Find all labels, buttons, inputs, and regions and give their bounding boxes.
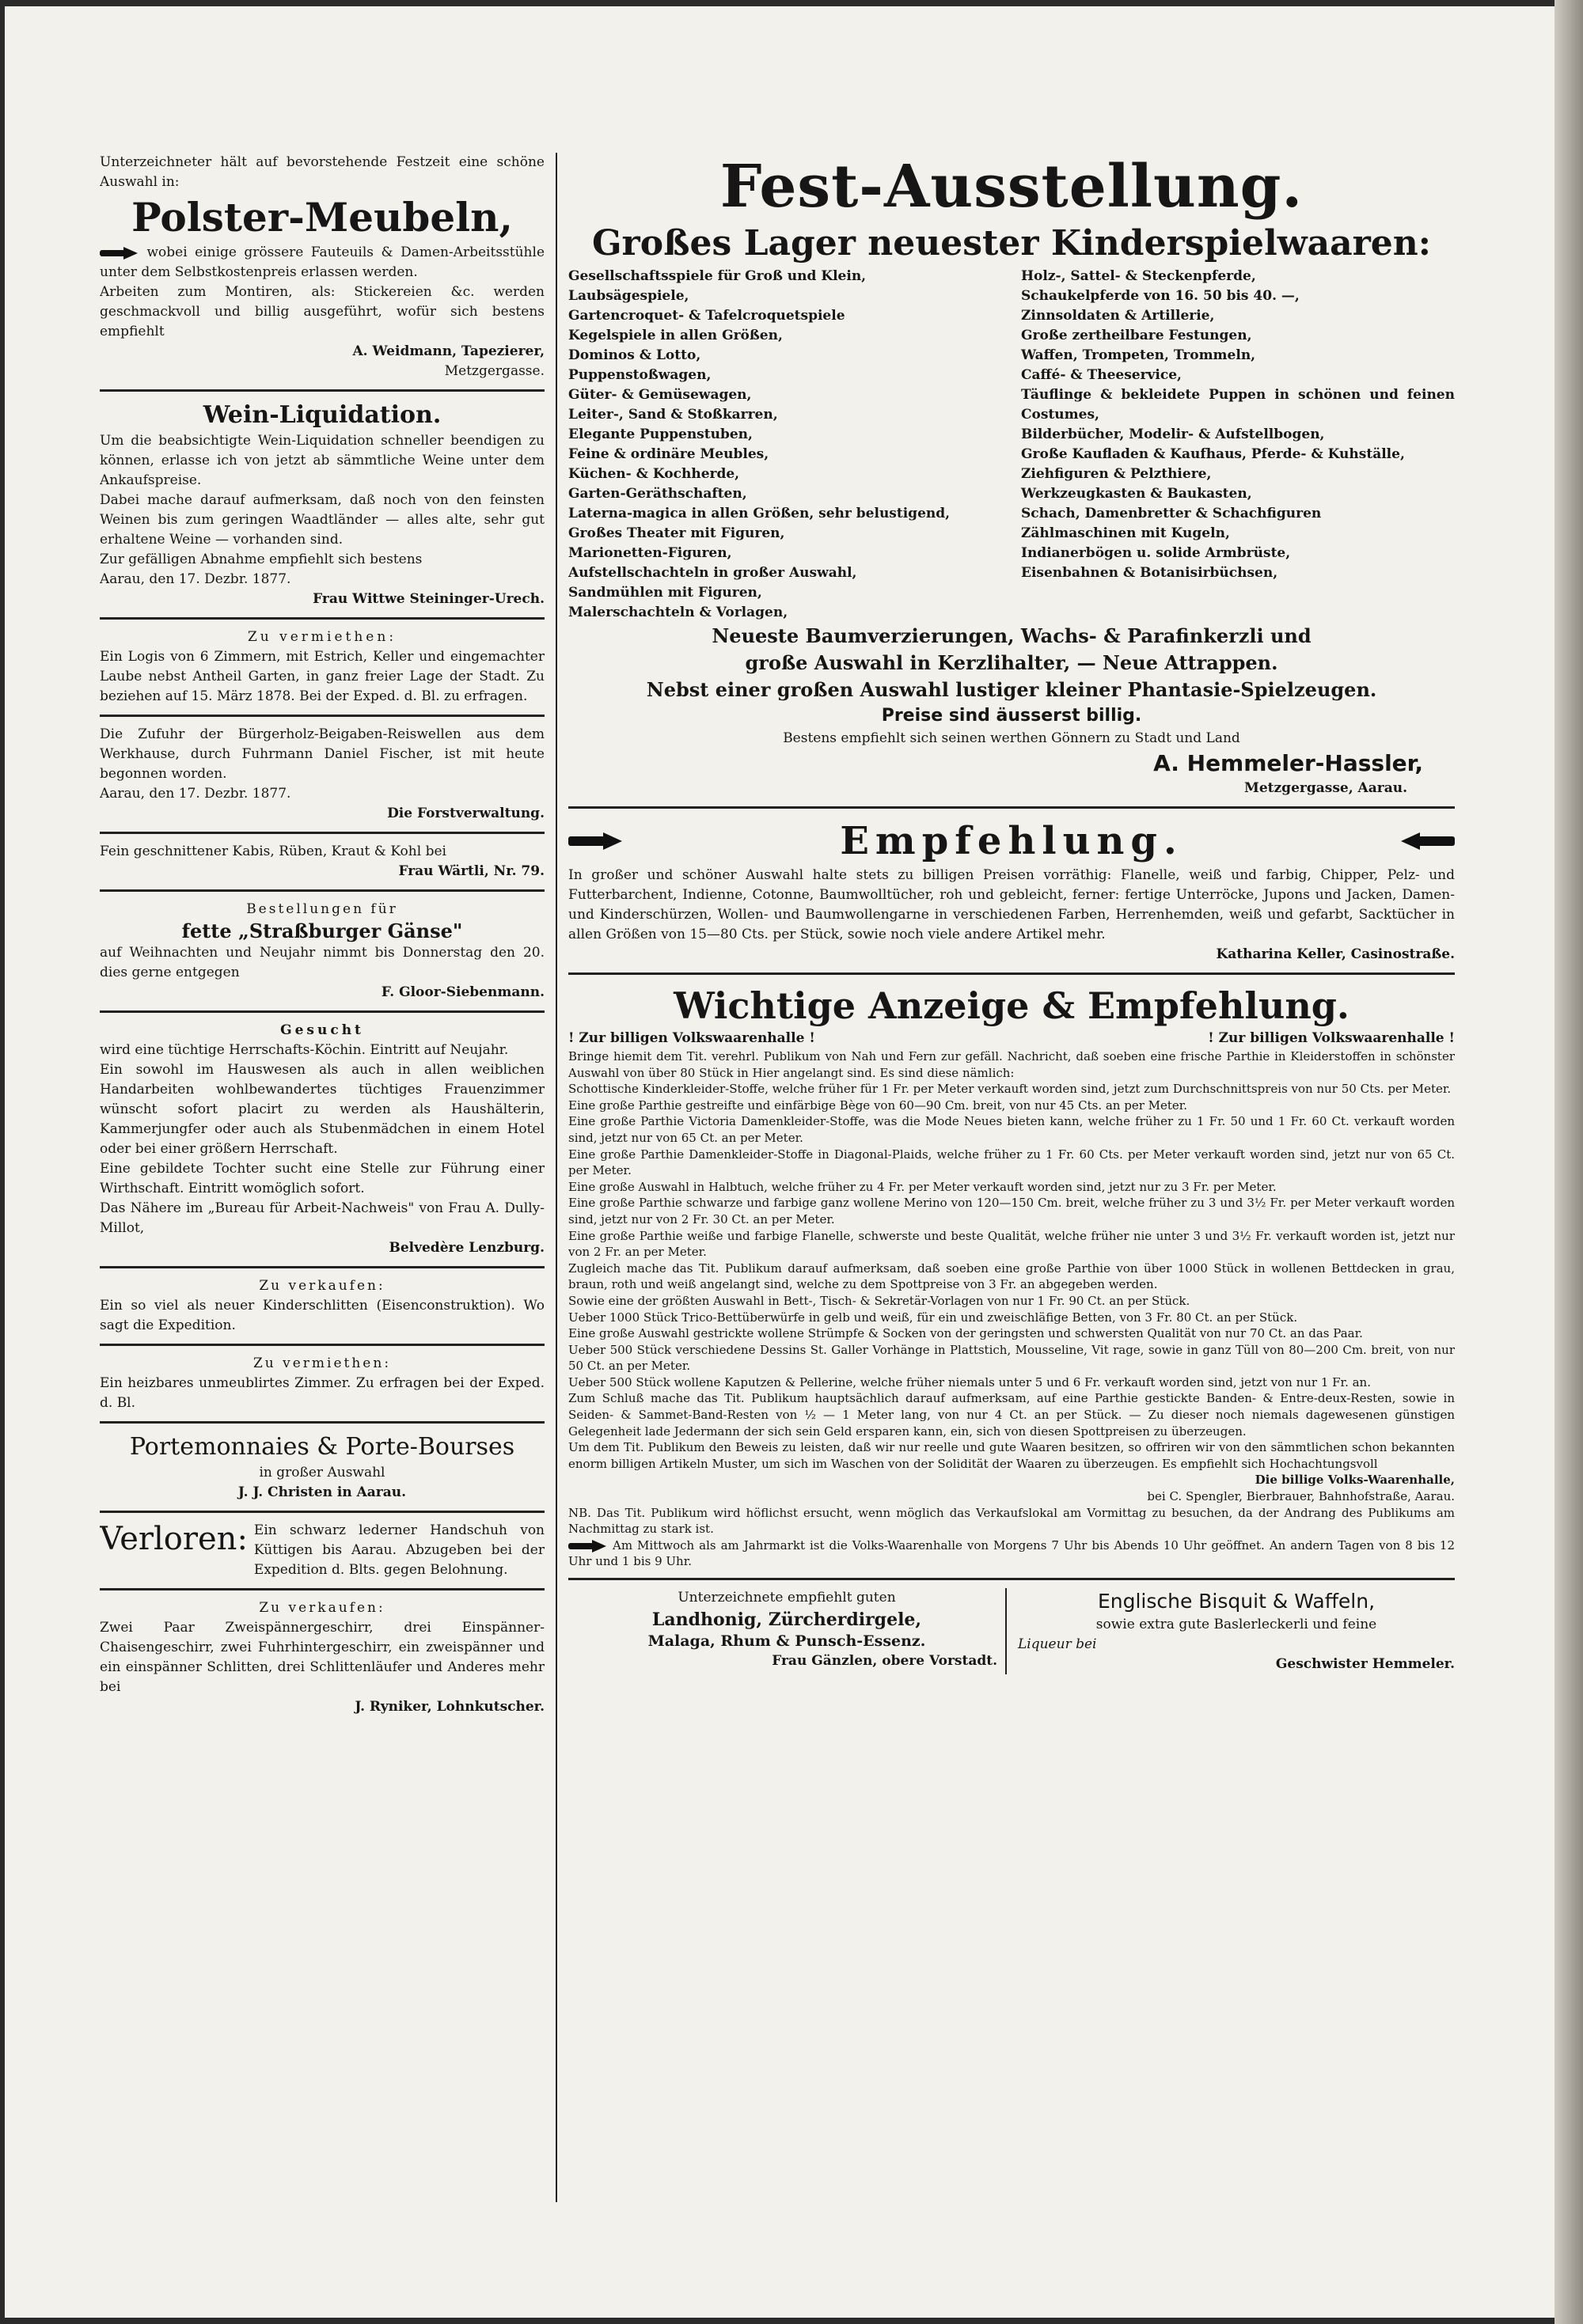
wichtig-para: Zum Schluß mache das Tit. Publikum hauptsächlich darauf aufmerksam, auf eine Parthie gestickte Banden- & Entre-deux-Resten, sowie in Seiden- & Sammet-Band-Resten von ½ — 1 Meter lang, von nur 4 Ct. an per Stück. — Zu dieser noch niemals dagewesenen günstigen Gelegenheit lade Jedermann der sich sein Geld ersparen kann, ein, sich von diesen Spottpreisen zu überzeugen. xyxy=(568,1391,1455,1439)
ad-gesucht xyxy=(100,1021,545,1258)
wein-p3: Zur gefälligen Abnahme empfiehlt sich bestens xyxy=(100,552,423,567)
fest-item: Holz-, Sattel- & Steckenpferde, xyxy=(1021,268,1256,284)
fest-item: Zählmaschinen mit Kugeln, xyxy=(1021,525,1230,541)
gaense-text: auf Weihnachten und Neujahr nimmt bis Donnerstag den 20. dies gerne entgegen xyxy=(100,945,545,980)
ad-polster xyxy=(100,153,545,381)
left-column xyxy=(100,153,545,1717)
landhonig-intro: Unterzeichnete empfiehlt guten xyxy=(678,1590,896,1606)
empfehlung-header xyxy=(568,817,1455,866)
wichtig-hall: Die billige Volks-Waarenhalle, xyxy=(1255,1473,1455,1488)
wichtig-title: Wichtige Anzeige & Empfehlung. xyxy=(674,984,1350,1027)
porte-line: in großer Auswahl xyxy=(259,1465,385,1480)
divider xyxy=(100,389,545,392)
schlitten-text: Ein so viel als neuer Kinderschlitten (Eisenconstruktion). Wo sagt die Expedition. xyxy=(100,1298,545,1333)
divider xyxy=(100,1511,545,1513)
ad-logis xyxy=(100,627,545,707)
ad-kabis xyxy=(100,842,545,881)
wichtig-hours: Am Mittwoch als am Jahrmarkt ist die Volks-Waarenhalle von Morgens 7 Uhr bis Abends 10 Uhr geöffnet. An andern Tagen von 8 bis 12 Uhr und 1 bis 9 Uhr. xyxy=(568,1537,1455,1569)
pointing-hand-icon xyxy=(568,832,624,850)
bisquit-line1: sowie extra gute Baslerleckerli und feine xyxy=(1095,1617,1377,1632)
divider xyxy=(100,1588,545,1590)
divider xyxy=(100,1344,545,1346)
fest-item: Indianerbögen u. solide Armbrüste, xyxy=(1021,545,1291,561)
ad-zimmer xyxy=(100,1354,545,1413)
fest-item: Aufstellschachteln in großer Auswahl, xyxy=(568,565,857,581)
landhonig-title: Landhonig, Zürcherdirgele, xyxy=(651,1609,922,1630)
gaense-signer: F. Gloor-Siebenmann. xyxy=(381,984,545,1000)
kabis-signer: Frau Wärtli, Nr. 79. xyxy=(398,863,545,879)
pointing-hand-icon xyxy=(568,1540,608,1552)
fest-item: Dominos & Lotto, xyxy=(568,347,701,363)
forst-signer: Die Forstverwaltung. xyxy=(387,806,545,821)
empfehlung-title: Empfehlung. xyxy=(840,819,1183,863)
wichtig-para: Eine große Parthie gestreifte und einfärbige Bège von 60—90 Cm. breit, von nur 45 Cts. an per Meter. xyxy=(568,1098,1188,1113)
wein-title: Wein-Liquidation. xyxy=(203,401,442,429)
page-edge xyxy=(1555,0,1583,2324)
fest-line2: große Auswahl in Kerzlihalter, — Neue Attrappen. xyxy=(745,651,1278,674)
gesucht-p2: Ein sowohl im Hauswesen als auch in allen weiblichen Handarbeiten wohlbewandertes tüchtiges Frauenzimmer wünscht sofort placirt zu werden als Haushälterin, Kammerjungfer oder auch als Stubenmädchen in einem Hotel oder bei einer größern Herrschaft. xyxy=(100,1062,545,1157)
fest-price: Preise sind äusserst billig. xyxy=(881,706,1142,726)
fest-recommend: Bestens empfiehlt sich seinen werthen Gönnern zu Stadt und Land xyxy=(783,730,1240,746)
geschirr-signer: J. Ryniker, Lohnkutscher. xyxy=(355,1699,545,1715)
wichtig-tag-left: ! Zur billigen Volkswaarenhalle ! xyxy=(568,1030,815,1046)
wichtig-para: Zugleich mache das Tit. Publikum darauf aufmerksam, daß soeben eine große Parthie von über 1000 Stück in wollenen Bettdecken in grau, braun, roth und weiß angelangt sind, welche zu dem Spottpreise von 3 Fr. an abgegeben werden. xyxy=(568,1261,1455,1292)
wichtig-hall-addr: bei C. Spengler, Bierbrauer, Bahnhofstraße, Aarau. xyxy=(1147,1489,1455,1504)
gesucht-head: Gesucht xyxy=(280,1022,364,1038)
polster-title: Polster-Meubeln, xyxy=(131,194,513,241)
divider xyxy=(100,1010,545,1013)
fest-item: Gartencroquet- & Tafelcroquetspiele xyxy=(568,308,845,324)
porte-title: Portemonnaies & Porte-Bourses xyxy=(129,1433,515,1461)
divider xyxy=(100,832,545,834)
wein-date: Aarau, den 17. Dezbr. 1877. xyxy=(100,571,291,587)
forst-text: Die Zufuhr der Bürgerholz-Beigaben-Reiswellen aus dem Werkhause, durch Fuhrmann Daniel Fischer, ist mit heute begonnen worden. xyxy=(100,726,545,782)
divider xyxy=(100,1266,545,1268)
fest-signer: A. Hemmeler-Hassler, xyxy=(1153,750,1423,776)
wichtig-nb: NB. Das Tit. Publikum wird höflichst ersucht, wenn möglich das Verkaufslokal am Vormittag zu besuchen, da der Andrang des Publikums am Nachmittag zu stark ist. xyxy=(568,1505,1455,1537)
verloren-title: Verloren: xyxy=(100,1521,248,1557)
fest-place: Metzgergasse, Aarau. xyxy=(1244,780,1407,796)
fest-list-left xyxy=(568,267,1002,623)
fest-item: Güter- & Gemüsewagen, xyxy=(568,387,752,403)
gesucht-p4: Das Nähere im „Bureau für Arbeit-Nachweis" von Frau A. Dully-Millot, xyxy=(100,1200,545,1236)
kabis-text: Fein geschnittener Kabis, Rüben, Kraut & Kohl bei xyxy=(100,844,446,859)
divider xyxy=(100,617,545,620)
gesucht-p3: Eine gebildete Tochter sucht eine Stelle zur Führung einer Wirthschaft. Eintritt womöglich sofort. xyxy=(100,1161,545,1196)
ad-gaense xyxy=(100,900,545,1003)
wichtig-body xyxy=(568,1048,1455,1570)
polster-place: Metzgergasse. xyxy=(444,363,545,379)
wichtig-para: Ueber 500 Stück wollene Kaputzen & Pellerine, welche früher niemals unter 5 und 6 Fr. verkauft worden sind, jetzt von nur 1 Fr. an. xyxy=(568,1374,1371,1389)
ad-geschirr xyxy=(100,1598,545,1717)
pointing-hand-icon xyxy=(1399,832,1455,850)
fest-item: Große zertheilbare Festungen, xyxy=(1021,328,1252,343)
fest-item: Laubsägespiele, xyxy=(568,288,689,304)
empfehlung-signer: Katharina Keller, Casinostraße. xyxy=(1216,946,1455,962)
newspaper-page xyxy=(5,6,1570,2318)
fest-item: Ziehfiguren & Pelzthiere, xyxy=(1021,466,1212,482)
fest-item: Garten-Geräthschaften, xyxy=(568,486,747,502)
wein-signer: Frau Wittwe Steininger-Urech. xyxy=(313,591,545,607)
wichtig-para: Eine große Parthie weiße und farbige Flanelle, schwerste und beste Qualität, welche früher nie unter 3 und 3½ Fr. verkauft worden ist, jetzt nur von 2 Fr. an per Meter. xyxy=(568,1228,1455,1260)
fest-item: Eisenbahnen & Botanisirbüchsen, xyxy=(1021,565,1278,581)
divider xyxy=(568,972,1455,975)
fest-item: Schaukelpferde von 16. 50 bis 40. —, xyxy=(1021,288,1300,304)
gaense-head: Bestellungen für xyxy=(246,901,398,917)
verloren-text: Ein schwarz lederner Handschuh von Küttigen bis Aarau. Abzugeben bei der Expedition d. Blts. gegen Belohnung. xyxy=(253,1522,545,1578)
ad-schlitten xyxy=(100,1276,545,1336)
wichtig-para: Eine große Auswahl in Halbtuch, welche früher zu 4 Fr. per Meter verkauft worden sind, jetzt nur zu 3 Fr. per Meter. xyxy=(568,1179,1277,1194)
wichtig-para: Eine große Auswahl gestrickte wollene Strümpfe & Socken von der geringsten und schwersten Qualität von nur 70 Ct. an das Paar. xyxy=(568,1326,1363,1341)
ad-landhonig xyxy=(568,1588,1005,1674)
fest-item: Puppenstoßwagen, xyxy=(568,367,712,383)
zimmer-head: Zu vermiethen: xyxy=(252,1355,392,1371)
fest-item: Gesellschaftsspiele für Groß und Klein, xyxy=(568,268,867,284)
gaense-title: fette „Straßburger Gänse" xyxy=(181,919,463,942)
divider xyxy=(100,715,545,717)
zimmer-text: Ein heizbares unmeublirtes Zimmer. Zu erfragen bei der Exped. d. Bl. xyxy=(100,1375,545,1411)
ad-porte xyxy=(100,1431,545,1503)
fest-item: Feine & ordinäre Meubles, xyxy=(568,446,769,462)
fest-item: Schach, Damenbretter & Schachfiguren xyxy=(1021,506,1322,521)
wein-p2: Dabei mache darauf aufmerksam, daß noch von den feinsten Weinen bis zum geringen Waadtländer — alles alte, sehr gut erhaltene Weine — vorhanden sind. xyxy=(100,492,545,548)
ad-wein xyxy=(100,400,545,609)
porte-signer: J. J. Christen in Aarau. xyxy=(237,1484,407,1500)
logis-head: Zu vermiethen: xyxy=(247,629,397,645)
logis-text: Ein Logis von 6 Zimmern, mit Estrich, Keller und eingemachter Laube nebst Antheil Garten, in ganz freier Lage der Stadt. Zu beziehen auf 15. März 1878. Bei der Exped. d. Bl. zu erfragen. xyxy=(100,649,545,704)
bisquit-title: Englische Bisquit & Waffeln, xyxy=(1097,1590,1376,1613)
fest-item: Große Kaufladen & Kaufhaus, Pferde- & Kuhställe, xyxy=(1021,446,1405,462)
polster-intro: Unterzeichneter hält auf bevorstehende Festzeit eine schöne Auswahl in: xyxy=(100,154,545,190)
forst-date: Aarau, den 17. Dezbr. 1877. xyxy=(100,786,291,802)
fest-item: Sandmühlen mit Figuren, xyxy=(568,585,762,601)
schlitten-head: Zu verkaufen: xyxy=(259,1278,385,1294)
wichtig-para: Um dem Tit. Publikum den Beweis zu leisten, daß wir nur reelle und gute Waaren besitzen, so offriren wir von den sämmtlichen schon bekannten enorm billigen Artikeln Muster, um sich im Waschen von der Solidität der Waaren zu überzeugen. Es empfiehlt sich Hochachtungsvoll xyxy=(568,1440,1455,1471)
fest-item: Marionetten-Figuren, xyxy=(568,545,732,561)
polster-signer: A. Weidmann, Tapezierer, xyxy=(352,343,545,359)
fest-item: Zinnsoldaten & Artillerie, xyxy=(1021,308,1215,324)
bisquit-signer: Geschwister Hemmeler. xyxy=(1275,1656,1455,1672)
divider xyxy=(568,806,1455,809)
fest-lists xyxy=(568,267,1455,623)
fest-line3: Nebst einer großen Auswahl lustiger kleiner Phantasie-Spielzeugen. xyxy=(646,678,1377,701)
bisquit-line2: Liqueur bei xyxy=(1018,1636,1097,1652)
fest-item: Werkzeugkasten & Baukasten, xyxy=(1021,486,1252,502)
fest-item: Malerschachteln & Vorlagen, xyxy=(568,605,788,620)
ad-forst xyxy=(100,725,545,824)
wichtig-para: Bringe hiemit dem Tit. verehrl. Publikum von Nah und Fern zur gefäll. Nachricht, daß soeben eine frische Parthie in Kleiderstoffen in schönster Auswahl von über 80 Stück in Hier angelangt sind. Es sind diese nämlich: xyxy=(568,1049,1455,1080)
wichtig-para: Schottische Kinderkleider-Stoffe, welche früher für 1 Fr. per Meter verkauft worden sind, jetzt zum Durchschnittspreis von nur 50 Cts. per Meter. xyxy=(568,1082,1452,1097)
fest-item: Großes Theater mit Figuren, xyxy=(568,525,785,541)
polster-line1: wobei einige grössere Fauteuils & Damen-Arbeitsstühle unter dem Selbstkostenpreis erlassen werden. xyxy=(100,245,545,280)
fest-item: Leiter-, Sand & Stoßkarren, xyxy=(568,407,778,423)
divider xyxy=(568,1578,1455,1580)
fest-item: Elegante Puppenstuben, xyxy=(568,427,753,442)
gesucht-place: Belvedère Lenzburg. xyxy=(389,1240,545,1256)
fest-item: Laterna-magica in allen Größen, sehr belustigend, xyxy=(568,506,951,521)
ad-empfehlung xyxy=(568,817,1455,965)
wichtig-tag-right: ! Zur billigen Volkswaarenhalle ! xyxy=(1208,1030,1455,1046)
landhonig-signer: Frau Gänzlen, obere Vorstadt. xyxy=(772,1653,997,1669)
wichtig-para: Eine große Parthie Damenkleider-Stoffe in Diagonal-Plaids, welche früher zu 1 Fr. 60 Cts. per Meter verkauft worden sind, jetzt nur von 65 Ct. per Meter. xyxy=(568,1147,1455,1178)
geschirr-text: Zwei Paar Zweispännergeschirr, drei Einspänner-Chaisengeschirr, zwei Fuhrhintergeschirr, ein zweispänner und ein einspänner Schlitten, drei Schlittenläufer und Anderes mehr bei xyxy=(100,1620,545,1695)
fest-item: Bilderbücher, Modelir- & Aufstellbogen, xyxy=(1021,427,1325,442)
fest-item: Kegelspiele in allen Größen, xyxy=(568,328,783,343)
ad-verloren xyxy=(100,1521,545,1580)
landhonig-line: Malaga, Rhum & Punsch-Essenz. xyxy=(647,1632,926,1650)
pointing-hand-icon xyxy=(100,247,139,260)
wichtig-tags xyxy=(568,1029,1455,1048)
fest-subtitle: Großes Lager neuester Kinderspielwaaren: xyxy=(591,223,1432,263)
wichtig-para: Ueber 500 Stück verschiedene Dessins St. Galler Vorhänge in Plattstich, Mousseline, Vit rage, sowie in ganz Tüll von 80—200 Cm. breit, von nur 50 Ct. an per Meter. xyxy=(568,1342,1455,1374)
fest-list-right xyxy=(1021,267,1455,623)
wichtig-para: Eine große Parthie Victoria Damenkleider-Stoffe, was die Mode Neues bieten kann, welche früher zu 1 Fr. 50 und 1 Fr. 60 Ct. verkauft worden sind, jetzt nur von 65 Ct. an per Meter. xyxy=(568,1114,1455,1145)
wichtig-para: Eine große Parthie schwarze und farbige ganz wollene Merino von 120—150 Cm. breit, welche früher zu 3 und 3½ Fr. per Meter verkauft worden sind, jetzt nur von 2 Fr. 30 Ct. an per Meter. xyxy=(568,1196,1455,1226)
wichtig-para: Sowie eine der größten Auswahl in Bett-, Tisch- & Sekretär-Vorlagen von nur 1 Fr. 90 Ct. an per Stück. xyxy=(568,1293,1190,1308)
wichtig-para: Ueber 1000 Stück Trico-Bettüberwürfe in gelb und weiß, für ein und zweischläfige Betten, von 3 Fr. 80 Ct. an per Stück. xyxy=(568,1310,1298,1325)
ad-bisquit xyxy=(1005,1588,1455,1674)
fest-item: Caffé- & Theeservice, xyxy=(1021,367,1182,383)
fest-item: Küchen- & Kochherde, xyxy=(568,466,740,482)
fest-line1: Neueste Baumverzierungen, Wachs- & Parafinkerzli und xyxy=(712,624,1312,647)
bottom-ads xyxy=(568,1588,1455,1674)
gesucht-p1: wird eine tüchtige Herrschafts-Köchin. Eintritt auf Neujahr. xyxy=(100,1042,509,1058)
fest-item: Täuflinge & bekleidete Puppen in schönen und feinen Costumes, xyxy=(1021,387,1455,423)
ad-wichtig xyxy=(568,983,1455,1570)
fest-item: Waffen, Trompeten, Trommeln, xyxy=(1021,347,1256,363)
wein-p1: Um die beabsichtigte Wein-Liquidation schneller beendigen zu können, erlasse ich von jetzt ab sämmtliche Weine unter dem Ankaufspreise. xyxy=(100,433,545,488)
fest-title: Fest-Ausstellung. xyxy=(719,153,1304,221)
empfehlung-text: In großer und schöner Auswahl halte stets zu billigen Preisen vorräthig: Flanelle, weiß und farbig, Chipper, Pelz- und Futterbarchent, Indienne, Cotonne, Baumwolltücher, roh und gebleicht, ferner: fertige Unterröcke, Jupons und Jacken, Damen- und Kinderschürzen, Wollen- und Baumwollengarne in verschiedenen Farben, Herrenhemden, weiß und gefarbt, Sacktücher in allen Größen von 15—80 Cts. per Stück, sowie noch viele andere Artikel mehr. xyxy=(568,867,1455,942)
column-rule xyxy=(556,153,557,2202)
ad-fest xyxy=(568,153,1455,798)
divider xyxy=(100,1421,545,1424)
divider xyxy=(100,889,545,892)
geschirr-head: Zu verkaufen: xyxy=(259,1600,385,1616)
polster-line2: Arbeiten zum Montiren, als: Stickereien &c. werden geschmackvoll und billig ausgeführt, wofür sich bestens empfiehlt xyxy=(100,284,545,339)
right-column xyxy=(568,153,1455,1674)
